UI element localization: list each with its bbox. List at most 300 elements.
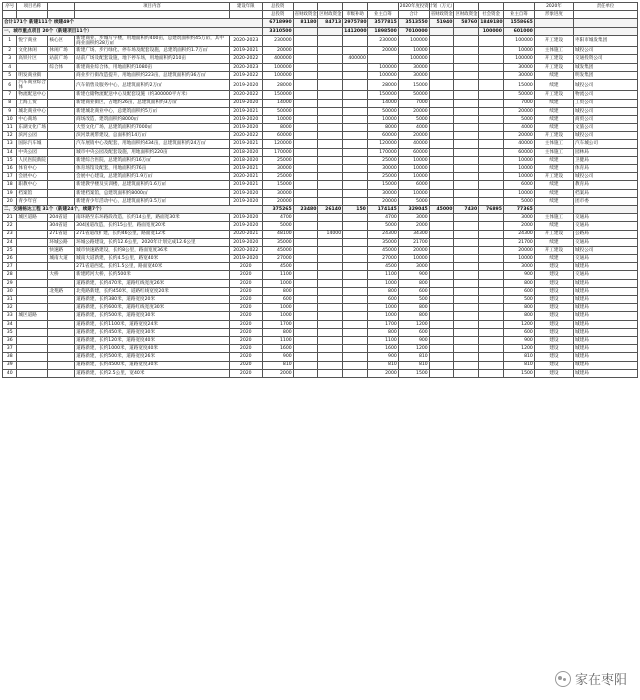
- cell-f: [429, 107, 454, 115]
- cell-years: 2020-2021: [229, 173, 262, 181]
- group-value: 26140: [318, 205, 343, 213]
- cell-e: 6000: [398, 181, 429, 189]
- cell-sub: [48, 361, 75, 369]
- cell-total: 170000: [262, 148, 293, 156]
- cell-e: 1200: [398, 345, 429, 353]
- header-cell: 社会资金: [479, 11, 504, 19]
- cell-unit: 城建局: [574, 296, 638, 304]
- cell-years: 2019-2020: [229, 189, 262, 197]
- cell-f: [429, 279, 454, 287]
- cell-name: 国际汽车城: [17, 140, 48, 148]
- cell-f: [429, 361, 454, 369]
- cell-unit: 交通局: [574, 214, 638, 222]
- cell-name: 高铁片区: [17, 55, 48, 63]
- cell-years: 2018-2020: [229, 156, 262, 164]
- header-cell: 合计: [398, 11, 429, 19]
- cell-f: [429, 140, 454, 148]
- cell-a: [293, 246, 318, 254]
- cell-g: [454, 124, 479, 132]
- cell-sub: [48, 312, 75, 320]
- cell-prog: 建设: [534, 320, 573, 328]
- watermark-text: 家在枣阳: [574, 673, 627, 688]
- header-cell: [343, 3, 368, 11]
- cell-total: 60000: [262, 132, 293, 140]
- cell-e: 15000: [398, 79, 429, 90]
- cell-no: 23: [3, 230, 17, 238]
- table-row: [3, 173, 638, 181]
- cell-name: [17, 320, 48, 328]
- cell-scale: 道路新建，长约4500米，道路宽度30米: [75, 361, 230, 369]
- cell-g: [454, 222, 479, 230]
- cell-g: [454, 287, 479, 295]
- cell-c: [343, 148, 368, 156]
- cell-i: 20000: [503, 246, 534, 254]
- header-cell: 2020年度投资计划（万元）: [399, 3, 455, 9]
- cell-unit: 交通投资公司: [574, 55, 638, 63]
- cell-i: 100000: [503, 35, 534, 46]
- cell-prog: 建设: [534, 296, 573, 304]
- cell-name: 物流配送中心: [18, 92, 46, 98]
- cell-unit: 城建局: [574, 328, 638, 336]
- cell-b: [318, 361, 343, 369]
- cell-unit: 城建局: [574, 336, 638, 344]
- cell-years: 2019-2020: [229, 79, 262, 90]
- cell-prog: 开工建设: [534, 132, 573, 140]
- table-row: [3, 197, 638, 205]
- cell-e: 900: [398, 271, 429, 279]
- cell-unit: 交通局: [574, 255, 638, 263]
- cell-e: 1200: [398, 320, 429, 328]
- cell-sub: [48, 320, 75, 328]
- cell-name: [17, 296, 48, 304]
- cell-i: 10000: [503, 173, 534, 181]
- cell-b: [318, 115, 343, 123]
- cell-c: [343, 181, 368, 189]
- cell-i: 810: [503, 361, 534, 369]
- cell-e: 10000: [398, 255, 429, 263]
- cell-h: [479, 63, 504, 71]
- cell-b: [318, 107, 343, 115]
- cell-sub: [48, 328, 75, 336]
- cell-total: 2000: [262, 369, 293, 377]
- cell-d: 4700: [367, 214, 398, 222]
- cell-name: [17, 369, 48, 377]
- cell-g: [454, 197, 479, 205]
- group-value: 6718990: [262, 19, 293, 27]
- cell-a: [293, 197, 318, 205]
- cell-b: [318, 304, 343, 312]
- table-row: [3, 47, 638, 55]
- cell-total: 5000: [262, 222, 293, 230]
- cell-d: 27000: [367, 255, 398, 263]
- cell-i: 60000: [503, 148, 534, 156]
- cell-d: 35000: [367, 238, 398, 246]
- group-value: 100000: [479, 27, 504, 35]
- cell-d: 120000: [367, 140, 398, 148]
- cell-e: 50000: [398, 91, 429, 99]
- cell-sub: [48, 79, 75, 90]
- table-row: [3, 156, 638, 164]
- cell-prog: 开工建设: [534, 230, 573, 238]
- cell-g: [454, 189, 479, 197]
- cell-h: [479, 345, 504, 353]
- cell-name: [17, 255, 48, 263]
- cell-b: [318, 47, 343, 55]
- cell-c: [343, 91, 368, 99]
- cell-prog: 开工建设: [534, 91, 573, 99]
- cell-a: [293, 304, 318, 312]
- cell-years: 2020: [229, 353, 262, 361]
- cell-no: 11: [3, 124, 17, 132]
- cell-years: 2020-2022: [229, 55, 262, 63]
- header-cell: 形象进度: [534, 11, 573, 19]
- cell-d: 20000: [367, 197, 398, 205]
- cell-f: [429, 124, 454, 132]
- cell-name: 城北商业中心: [18, 108, 46, 114]
- cell-scale: 商场改造，建筑面积约8000㎡: [75, 115, 230, 123]
- table-row: [3, 238, 638, 246]
- cell-i: 1200: [503, 345, 534, 353]
- cell-years: 2020: [229, 345, 262, 353]
- cell-prog: 主体施工: [534, 47, 573, 55]
- cell-unit: 卫健局: [574, 156, 638, 164]
- cell-e: 10000: [398, 165, 429, 173]
- header-cell: [479, 3, 504, 11]
- cell-years: 2020: [229, 328, 262, 336]
- cell-i: 7000: [503, 99, 534, 107]
- cell-e: 600: [398, 328, 429, 336]
- cell-sub: 休闲广场: [48, 47, 75, 55]
- cell-unit: 明发集团: [574, 71, 638, 79]
- cell-no: 10: [3, 115, 17, 123]
- table-row: [3, 222, 638, 230]
- cell-unit: 城建局: [574, 361, 638, 369]
- cell-years: 2019-2021: [229, 107, 262, 115]
- group-value: 1558665: [503, 19, 534, 27]
- cell-no: 26: [3, 255, 17, 263]
- cell-prog: 续建: [534, 197, 573, 205]
- cell-i: 3000: [503, 214, 534, 222]
- cell-i: 800: [503, 279, 534, 287]
- cell-g: [454, 214, 479, 222]
- table-row: [3, 181, 638, 189]
- header-cell: 省财政资金: [430, 12, 453, 18]
- cell-sub: [48, 165, 75, 173]
- table-row: [3, 287, 638, 295]
- cell-f: [429, 255, 454, 263]
- cell-a: [293, 230, 318, 238]
- cell-sub: [48, 124, 75, 132]
- cell-total: 8000: [262, 124, 293, 132]
- cell-h: [479, 55, 504, 63]
- cell-scale: 新建综合医院，总建筑面积约16万㎡: [75, 156, 230, 164]
- cell-sub: 快速路: [48, 246, 75, 254]
- cell-total: 15000: [262, 181, 293, 189]
- cell-f: [429, 99, 454, 107]
- cell-i: 100000: [503, 55, 534, 63]
- cell-sub: 304省道: [48, 222, 75, 230]
- cell-a: [293, 238, 318, 246]
- cell-f: [429, 287, 454, 295]
- cell-prog: 续建: [534, 238, 573, 246]
- cell-b: [318, 181, 343, 189]
- cell-a: [293, 255, 318, 263]
- table-row: [3, 312, 638, 320]
- cell-e: 3000: [398, 214, 429, 222]
- cell-g: [454, 63, 479, 71]
- cell-i: 20000: [503, 132, 534, 140]
- cell-no: 6: [3, 79, 17, 90]
- cell-unit: 城投公司: [574, 107, 638, 115]
- cell-a: [293, 181, 318, 189]
- cell-total: 20000: [262, 47, 293, 55]
- table-row: [3, 369, 638, 377]
- table-row: [3, 271, 638, 279]
- cell-total: 120000: [262, 140, 293, 148]
- cell-h: [479, 369, 504, 377]
- cell-c: [343, 263, 368, 271]
- cell-c: [343, 255, 368, 263]
- group-cell: [574, 19, 638, 27]
- cell-a: [293, 35, 318, 46]
- header-cell: [75, 11, 230, 19]
- cell-prog: 续建: [534, 115, 573, 123]
- cell-scale: 新建商业街区，占地约26亩，总建筑面积约3万㎡: [75, 99, 230, 107]
- cell-sub: 北苑路: [48, 287, 75, 295]
- cell-b: [318, 124, 343, 132]
- cell-scale: 271省道改扩建，长约46公里，路面宽12米: [75, 230, 230, 238]
- group-value: [293, 27, 318, 35]
- header-cell: 市级补助: [343, 11, 368, 19]
- table-row: [3, 246, 638, 254]
- cell-c: [343, 79, 368, 90]
- cell-e: 1500: [398, 369, 429, 377]
- cell-a: [293, 263, 318, 271]
- cell-total: 28000: [262, 79, 293, 90]
- group-row: [3, 19, 638, 27]
- group-value: 84713: [318, 19, 343, 27]
- cell-prog: 建设: [534, 369, 573, 377]
- header-cell: [48, 11, 75, 19]
- header-cell: 省财政资金: [294, 12, 317, 18]
- cell-total: 400000: [262, 55, 293, 63]
- cell-no: 8: [3, 99, 17, 107]
- group-value: 7010000: [398, 27, 429, 35]
- cell-total: 20000: [262, 197, 293, 205]
- cell-c: [343, 361, 368, 369]
- cell-b: [318, 255, 343, 263]
- cell-f: [429, 296, 454, 304]
- cell-name: 中心商场: [17, 115, 48, 123]
- cell-d: 230000: [367, 35, 398, 46]
- cell-years: 2020-2023: [229, 63, 262, 71]
- cell-b: [318, 222, 343, 230]
- cell-no: 18: [3, 181, 17, 189]
- cell-total: 100000: [262, 71, 293, 79]
- cell-f: [429, 63, 454, 71]
- cell-b: [318, 345, 343, 353]
- cell-name: 悦宁商业: [17, 35, 48, 46]
- group-value: 76895: [479, 205, 504, 213]
- cell-prog: 建设: [534, 328, 573, 336]
- cell-h: [479, 148, 504, 156]
- cell-e: 800: [398, 279, 429, 287]
- cell-no: 37: [3, 345, 17, 353]
- cell-sub: 综合体: [48, 63, 75, 71]
- cell-b: [318, 328, 343, 336]
- cell-f: [429, 214, 454, 222]
- cell-unit: 枣阳市城发集团: [574, 35, 638, 46]
- cell-years: 2019-2020: [229, 238, 262, 246]
- cell-b: 14000: [318, 230, 343, 238]
- cell-g: [454, 230, 479, 238]
- cell-g: [454, 47, 479, 55]
- cell-g: [454, 156, 479, 164]
- cell-unit: 城建局: [574, 345, 638, 353]
- cell-scale: 道路新建，长约120米，道路宽度40米: [75, 336, 230, 344]
- cell-a: [293, 107, 318, 115]
- cell-c: [343, 345, 368, 353]
- cell-g: [454, 271, 479, 279]
- group-value: 58760: [454, 19, 479, 27]
- cell-years: 2020-2021: [229, 230, 262, 238]
- cell-years: 2020: [229, 336, 262, 344]
- cell-years: 2019-2021: [229, 165, 262, 173]
- cell-scale: 汽车销售及服务中心，总建筑面积约2万㎡: [75, 79, 230, 90]
- cell-prog: 开工建设: [534, 63, 573, 71]
- cell-d: 800: [367, 328, 398, 336]
- cell-i: 21700: [503, 238, 534, 246]
- cell-prog: 开工建设: [534, 173, 573, 181]
- table-row: [3, 124, 638, 132]
- cell-total: 900: [262, 353, 293, 361]
- cell-g: [454, 345, 479, 353]
- group-title: 二、交通畅达工程 31个（新建24个，续建7个）: [3, 205, 263, 213]
- cell-scale: 滨河景观带建设，总面积约14万㎡: [75, 132, 230, 140]
- cell-unit: 工贸公司: [574, 99, 638, 107]
- cell-no: 21: [3, 214, 17, 222]
- cell-e: 4000: [398, 124, 429, 132]
- cell-i: 900: [503, 336, 534, 344]
- cell-i: 24300: [503, 230, 534, 238]
- cell-f: [429, 353, 454, 361]
- cell-a: [293, 99, 318, 107]
- cell-sub: [48, 353, 75, 361]
- cell-d: 24300: [367, 230, 398, 238]
- cell-a: [293, 320, 318, 328]
- header-row: [3, 11, 638, 19]
- cell-h: [479, 296, 504, 304]
- table-row: [3, 63, 638, 71]
- cell-unit: 城投公司: [574, 132, 638, 140]
- cell-b: [318, 296, 343, 304]
- cell-no: 1: [3, 35, 17, 46]
- cell-prog: 建设: [534, 304, 573, 312]
- cell-d: 800: [367, 287, 398, 295]
- cell-e: 7000: [398, 99, 429, 107]
- cell-d: 45000: [367, 246, 398, 254]
- cell-total: 10000: [262, 115, 293, 123]
- cell-i: 5000: [503, 197, 534, 205]
- cell-e: 30000: [398, 63, 429, 71]
- group-value: 7430: [454, 205, 479, 213]
- cell-c: [343, 107, 368, 115]
- cell-prog: 建设: [534, 263, 573, 271]
- cell-g: [454, 255, 479, 263]
- cell-i: 6000: [503, 181, 534, 189]
- cell-years: 2020: [229, 263, 262, 271]
- group-value: 174145: [367, 205, 398, 213]
- cell-total: 25000: [262, 173, 293, 181]
- cell-e: 10000: [398, 189, 429, 197]
- cell-no: 24: [3, 238, 17, 246]
- cell-prog: 续建: [534, 156, 573, 164]
- cell-g: [454, 79, 479, 90]
- cell-d: 14000: [367, 99, 398, 107]
- cell-sub: [48, 189, 75, 197]
- cell-f: [429, 181, 454, 189]
- header-cell: 项目名称: [17, 3, 48, 11]
- cell-name: 青少年宫: [17, 197, 48, 205]
- cell-d: 1000: [367, 279, 398, 287]
- cell-scale: 道路新建，长约380米，道路宽度20米: [75, 296, 230, 304]
- cell-prog: 开工建设: [534, 35, 573, 46]
- cell-sub: [48, 345, 75, 353]
- cell-prog: 续建: [534, 189, 573, 197]
- cell-no: 32: [3, 304, 17, 312]
- cell-h: [479, 361, 504, 369]
- group-value: 3577815: [367, 19, 398, 27]
- cell-scale: 道路新建，长约2.5公里，宽40米: [75, 369, 230, 377]
- cell-scale: 城南大道新建，长约4.5公里，路宽40米: [75, 255, 230, 263]
- cell-sub: 大桥: [48, 271, 75, 279]
- group-value: 1898500: [367, 27, 398, 35]
- cell-f: [429, 345, 454, 353]
- cell-total: 1000: [262, 279, 293, 287]
- cell-a: [293, 55, 318, 63]
- group-cell: [534, 205, 573, 213]
- cell-i: 30000: [503, 71, 534, 79]
- group-cell: [574, 205, 638, 213]
- cell-unit: 城投公司: [574, 79, 638, 90]
- cell-d: 100000: [367, 63, 398, 71]
- cell-c: [343, 63, 368, 71]
- cell-f: [429, 246, 454, 254]
- cell-unit: 交通局: [574, 271, 638, 279]
- cell-h: [479, 328, 504, 336]
- cell-g: [454, 99, 479, 107]
- cell-unit: 城建局: [574, 287, 638, 295]
- group-value: 23480: [293, 205, 318, 213]
- header-cell: [503, 3, 534, 11]
- cell-scale: 大型文化广场，总建筑面积约7000㎡: [75, 124, 230, 132]
- cell-e: 810: [398, 361, 429, 369]
- cell-g: [454, 165, 479, 173]
- cell-name: 汽车商业综合体: [18, 79, 46, 91]
- cell-total: 48100: [262, 230, 293, 238]
- cell-g: [454, 361, 479, 369]
- cell-unit: 交通局: [574, 238, 638, 246]
- cell-f: [429, 271, 454, 279]
- cell-e: 21700: [398, 238, 429, 246]
- group-value: 329045: [398, 205, 429, 213]
- cell-a: [293, 222, 318, 230]
- cell-a: [293, 361, 318, 369]
- cell-name: [17, 222, 48, 230]
- cell-d: 30000: [367, 165, 398, 173]
- cell-d: 28000: [367, 79, 398, 90]
- cell-c: [343, 99, 368, 107]
